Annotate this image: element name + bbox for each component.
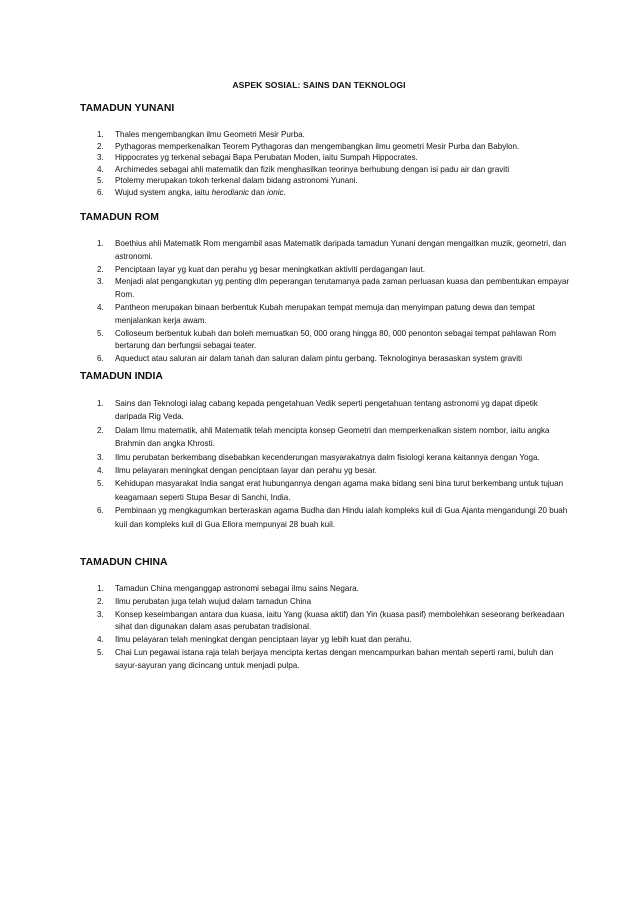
list-item: 2. Ilmu perubatan juga telah wujud dalam tamadun China <box>97 596 312 606</box>
section-heading: TAMADUN YUNANI <box>80 103 175 114</box>
list-item: 3. Hippocrates yg terkenal sebagai Bapa Perubatan Moden, iaitu Sumpah Hippocrates. <box>97 153 418 163</box>
list-item: 1. Thales mengembangkan ilmu Geometri Mesir Purba. <box>97 130 305 139</box>
list-item: 5. Ptolemy merupakan tokoh terkenal dalam bidang astronomi Yunani. <box>97 176 358 186</box>
list-item: 6. Pembinaan yg mengkagumkan berteraskan agama Budha dan Hindu ialah kompleks kuil di Gua Ajanta mengandungi 20 buah kuil dan kompleks kuil di Gua Ellora mempunyai 28 buah kuil. <box>97 506 568 529</box>
section-heading: TAMADUN CHINA <box>80 557 168 568</box>
list-item: 2. Pythagoras memperkenalkan Teorem Pythagoras dan mengembangkan ilmu geometri Mesir Purba dan Babylon. <box>97 141 520 151</box>
section-heading: TAMADUN ROM <box>80 212 159 223</box>
list-item: 4. Archimedes sebagai ahli matematik dan fizik menghasilkan teorinya berhubung dengan isi padu air dan graviti <box>97 164 510 174</box>
list-item: 6. Aqueduct atau saluran air dalam tanah dan saluran dalam pintu gerbang. Teknologinya berasaskan system graviti <box>97 354 523 364</box>
list-item: 1. Boethius ahli Matematik Rom mengambil asas Matematik daripada tamadun Yunani dengan mengaitkan muzik, geometri, dan astronomi. <box>97 239 567 261</box>
section-china <box>80 557 570 673</box>
list-item: 3. Ilmu perubatan berkembang disebabkan kecenderungan masyarakatnya dalm fisiologi kerana kaitannya dengan Yoga. <box>97 452 540 462</box>
section-india <box>80 371 570 531</box>
item-list <box>80 583 570 673</box>
list-item: 1. Sains dan Teknologi ialag cabang kepada pengetahuan Vedik seperti pengetahuan tentang astronomi yg dapat dipetik daripada Rig Veda. <box>97 399 538 422</box>
list-item: 6. Wujud system angka, iaitu herodianic dan ionic. <box>97 187 286 197</box>
section-yunani <box>80 103 570 199</box>
item-list <box>80 129 570 199</box>
list-item: 5. Kehidupan masyarakat India sangat erat hubungannya dengan agama maka bidang seni bina turut berkembang untuk tujuan keagamaan seperti Stupa Besar di Sanchi, India. <box>97 479 564 502</box>
list-item: 4. Ilmu pelayaran meningkat dengan penciptaan layar dan perahu yg besar. <box>97 466 377 476</box>
item-list <box>80 397 570 531</box>
list-item: 2. Penciptaan layar yg kuat dan perahu yg besar meningkatkan aktiviti perdagangan laut. <box>97 264 426 274</box>
list-item: 5. Colloseum berbentuk kubah dan boleh memuatkan 50, 000 orang hingga 80, 000 penonton sebagai tempat pahlawan Rom bertarung dan berfungsi sebagai teater. <box>97 328 556 351</box>
list-item: 3. Konsep keseimbangan antara dua kuasa, iaitu Yang (kuasa aktif) dan Yin (kuasa pasif) membolehkan seseorang berkeadaan sihat dan digunakan dalam asas perubatan tradisional. <box>97 609 565 632</box>
list-item: 5. Chai Lun pegawai istana raja telah berjaya mencipta kertas dengan mencampurkan bahan mentah seperti rami, buluh dan sayur-sayuran yang dicincang untuk menjadi pulpa. <box>97 647 554 670</box>
section-heading: TAMADUN INDIA <box>80 371 163 382</box>
document-title: ASPEK SOSIAL: SAINS DAN TEKNOLOGI <box>232 80 406 90</box>
item-list <box>80 238 570 366</box>
list-item: 4. Ilmu pelayaran telah meningkat dengan penciptaan layar yg lebih kuat dan perahu. <box>97 635 412 645</box>
list-item: 4. Pantheon merupakan binaan berbentuk Kubah merupakan tempat memuja dan menyimpan patung dewa dan tempat menjalankan kerja awam. <box>97 302 535 325</box>
list-item: 3. Menjadi alat pengangkutan yg penting dlm peperangan terutamanya pada zaman perluasan kuasa dan pembentukan empayar Rom. <box>97 277 570 300</box>
list-item: 1. Tamadun China menganggap astronomi sebagai ilmu sains Negara. <box>97 584 359 593</box>
list-item: 2. Dalam Ilmu matematik, ahli Matematik telah mencipta konsep Geometri dan memperkenalkan sistem nombor, iaitu angka Brahmin dan angka Khrosti. <box>97 425 550 449</box>
section-rom <box>80 212 570 366</box>
